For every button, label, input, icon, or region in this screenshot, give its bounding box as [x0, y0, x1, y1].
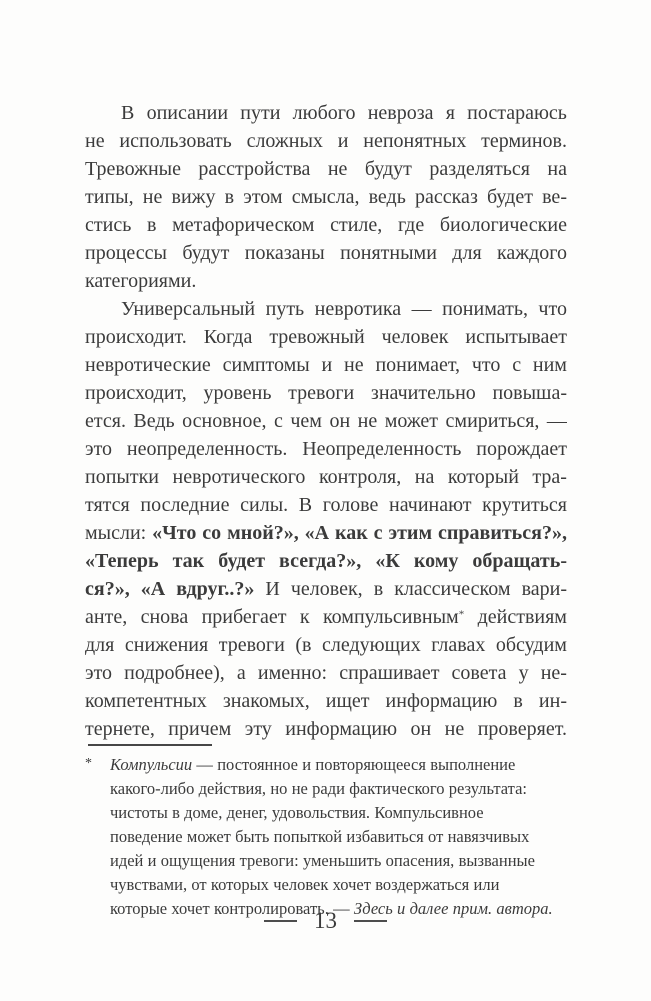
- text-line: это неопределенность. Неопределенность порождает: [85, 438, 567, 460]
- text-line: это подробнее), а именно: спрашивает совета у не-: [85, 662, 567, 684]
- text-line: идей и ощущения тревоги: уменьшить опасения, вызванные: [110, 851, 535, 870]
- text-line: тернете, причем эту информацию он не проверяет.: [85, 718, 567, 740]
- text-line: которые хочет контролировать. — Здесь и далее прим. автора.: [110, 899, 553, 918]
- paragraph: [85, 295, 567, 743]
- text-line: Универсальный путь невротика — понимать, что: [121, 298, 567, 320]
- text-line: чистоты в доме, денег, удовольствия. Компульсивное: [110, 803, 484, 822]
- page-number-dash-left: [264, 920, 297, 922]
- text-line: Компульсии — постоянное и повторяющееся выполнение: [110, 755, 516, 774]
- text-line: категориями.: [85, 270, 197, 292]
- footnote-marker: *: [85, 756, 92, 771]
- paragraph: [85, 99, 567, 295]
- text-line: Тревожные расстройства не будут разделяться на: [85, 158, 567, 180]
- page-number: 13: [314, 908, 337, 933]
- text-line: типы, не вижу в этом смысла, ведь рассказ будет ве-: [85, 186, 567, 208]
- page-footer: [0, 906, 651, 936]
- text-line: мысли: «Что со мной?», «А как с этим справиться?»,: [85, 522, 567, 544]
- page-number-dash-right: [354, 920, 387, 922]
- text-line: происходит, уровень тревоги значительно повыша-: [85, 382, 567, 404]
- text-line: чувствами, от которых человек хочет воздержаться или: [110, 875, 500, 894]
- text-line: поведение может быть попыткой избавиться от навязчивых: [110, 827, 530, 846]
- text-line: не использовать сложных и непонятных терминов.: [85, 130, 567, 152]
- footnote-text: [110, 753, 582, 921]
- footnote-rule: [88, 744, 212, 746]
- text-line: происходит. Когда тревожный человек испытывает: [85, 326, 567, 348]
- text-line: для снижения тревоги (в следующих главах обсудим: [85, 634, 567, 656]
- text-line: невротические симптомы и не понимает, что с ним: [85, 354, 567, 376]
- text-line: стись в метафорическом стиле, где биологические: [85, 214, 567, 236]
- text-line: какого-либо действия, но не ради фактического результата:: [110, 779, 527, 798]
- text-line: компетентных знакомых, ищет информацию в ин-: [85, 690, 567, 712]
- body-text: [85, 99, 567, 743]
- text-line: В описании пути любого невроза я постараюсь: [121, 102, 567, 124]
- text-line: ся?», «А вдруг..?» И человек, в классическом вари-: [85, 578, 567, 600]
- text-line: процессы будут показаны понятными для каждого: [85, 242, 567, 264]
- text-line: «Теперь так будет всегда?», «К кому обращать-: [85, 550, 567, 572]
- text-line: ется. Ведь основное, с чем он не может смириться, —: [85, 410, 567, 432]
- text-line: попытки невротического контроля, на который тра-: [85, 466, 567, 488]
- text-line: тятся последние силы. В голове начинают крутиться: [85, 494, 567, 516]
- text-line: анте, снова прибегает к компульсивным* действиям: [85, 606, 567, 628]
- footnote: [85, 753, 582, 921]
